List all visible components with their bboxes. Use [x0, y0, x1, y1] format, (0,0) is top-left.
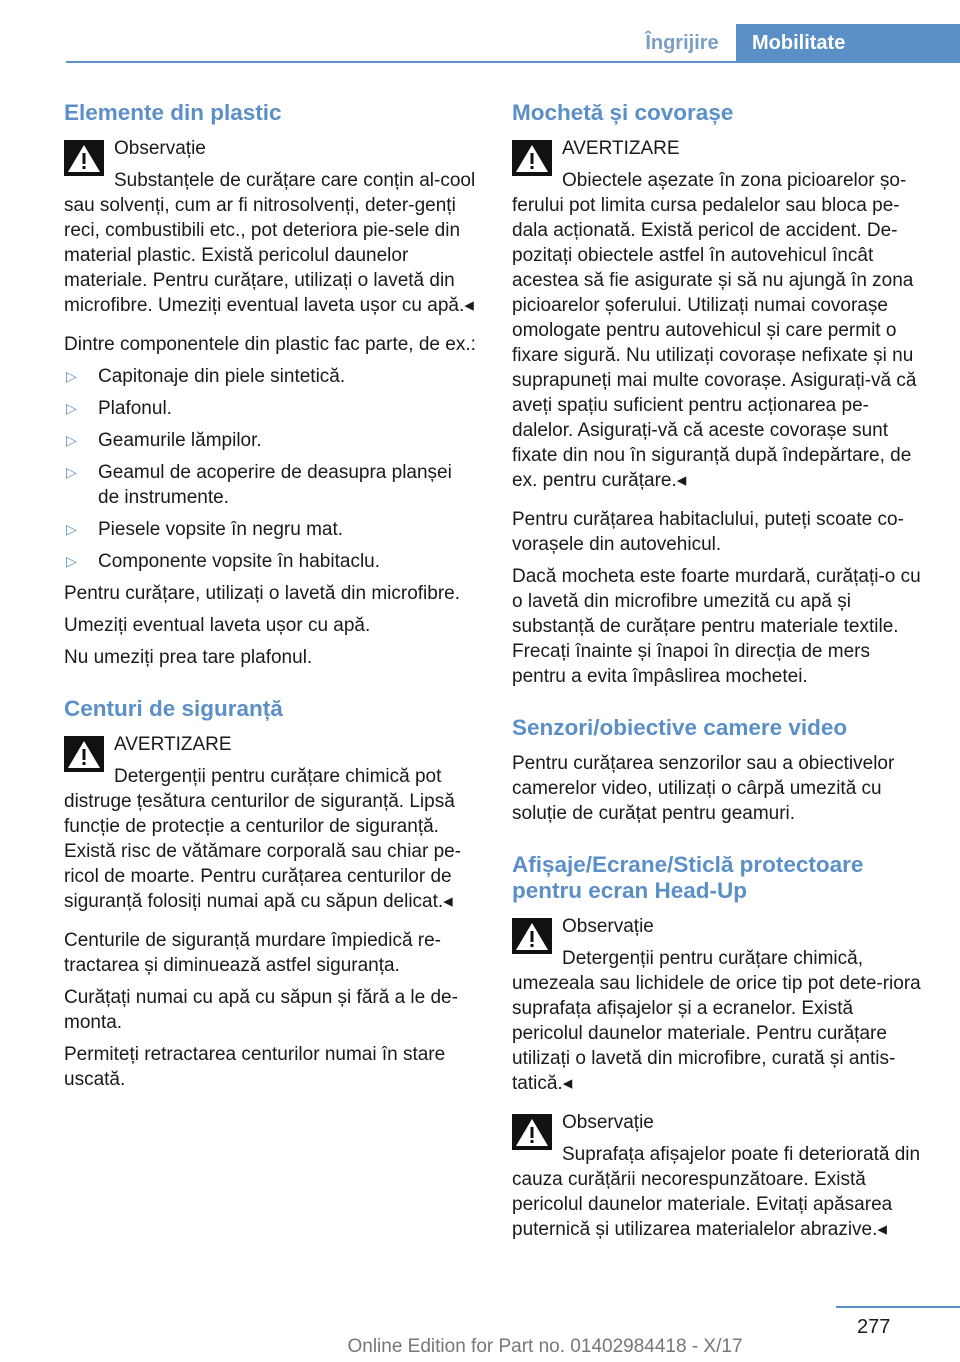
tab-ingrijire[interactable]: Îngrijire: [645, 32, 719, 54]
triangle-right-outline-icon: ▷: [66, 400, 77, 416]
list-item: ▷ Componente vopsite în habitaclu.: [66, 551, 381, 572]
triangle-right-outline-icon: ▷: [66, 368, 77, 384]
paragraph: Pentru curățarea habitaclului, puteți scoate co-vorașele din autovehicul.: [512, 509, 904, 555]
notice-title: AVERTIZARE: [562, 138, 680, 159]
header-divider: [66, 61, 960, 63]
triangle-right-outline-icon: ▷: [66, 464, 77, 480]
notice-displays-1: [512, 914, 928, 1096]
notice-belts: [64, 732, 478, 914]
notice-text: Suprafața afișajelor poate fi deteriorată din cauza curățării necorespunzătoare. Există pericolul daunelor materiale. Evitați apăsarea puternică și utilizarea materialelor abrazive.◂: [512, 1144, 921, 1240]
notice-text: Obiectele așezate în zona picioarelor șo-ferului pot limita cursa pedalelor sau bloca pe-dala acționată. Există pericol de accident. De-pozitați obiectele astfel în autovehicul încât acestea să fie asigurate și să nu ajungă în zona picioarelor șoferului. Utilizați numai covorașe omologate pentru autovehicul și care permit o fixare sigură. Nu utilizați covorașe nefixate și nu suprapuneți mai multe covorașe. Asigurați-vă că aveți spațiu suficient pentru acționarea pe-dalelor. Asigurați-vă că aceste covorașe sunt fixate din nou în siguranță după îndepărtare, de ex. pentru curățare.◂: [512, 170, 917, 491]
paragraph: Nu umeziți prea tare plafonul.: [64, 647, 313, 668]
page-number-divider: [836, 1306, 960, 1308]
section-title-belts: Centuri de siguranță: [64, 696, 283, 721]
triangle-right-outline-icon: ▷: [66, 553, 77, 569]
plastic-components-list: [64, 364, 478, 574]
notice-text: Detergenții pentru curățare chimică pot distruge țesătura centurilor de siguranță. Lipsă funcție de protecție a centurilor de siguranță. Există risc de vătămare corporală sau chiar pe-ricol de moarte. Pentru curățarea centurilor de siguranță folosiți numai apă cu săpun delicat.◂: [64, 766, 462, 912]
list-item: ▷ Piesele vopsite în negru mat.: [66, 519, 344, 540]
notice-carpet: [512, 136, 928, 493]
paragraph: Centurile de siguranță murdare împiedică re-tractarea și diminuează astfel siguranța.: [64, 930, 442, 976]
paragraph: Pentru curățare, utilizați o lavetă din microfibre.: [64, 583, 461, 604]
section-title-displays: Afișaje/Ecrane/Sticlă protectoare pentru ecran Head-Up: [512, 852, 864, 903]
notice-plastic: [64, 136, 478, 318]
notice-title: AVERTIZARE: [114, 734, 232, 755]
list-item: ▷ Geamul de acoperire de deasupra planșei de instrumente.: [66, 462, 452, 508]
notice-title: Observație: [562, 916, 654, 937]
paragraph: Dacă mocheta este foarte murdară, curățați-o cu o lavetă din microfibre umezită cu apă și substanță de curățare pentru materiale textile. Frecați înainte și înapoi în direcția de mers pentru a evita împâslirea mochetei.: [512, 566, 921, 687]
notice-text: Substanțele de curățare care conțin al-cool sau solvenți, cum ar fi nitrosolvenți, deter-genți reci, combustibili etc., pot deteriora pie-sele din material plastic. Există pericolul daunelor materiale. Pentru curățare, utilizați o lavetă din microfibre. Umeziți eventual laveta ușor cu apă.◂: [64, 170, 476, 316]
warning-triangle-icon: [512, 918, 552, 954]
list-item: ▷ Capitonaje din piele sintetică.: [66, 366, 346, 387]
header-tabs: [0, 24, 960, 62]
warning-triangle-icon: [64, 736, 104, 772]
notice-title: Observație: [562, 1112, 654, 1133]
list-item: ▷ Plafonul.: [66, 398, 172, 419]
triangle-right-outline-icon: ▷: [66, 521, 77, 537]
tab-mobilitate[interactable]: Mobilitate: [736, 24, 960, 62]
warning-triangle-icon: [512, 1114, 552, 1150]
notice-text: Detergenții pentru curățare chimică, umezeala sau lichidele de orice tip pot dete-riora suprafața afișajelor și a ecranelor. Există pericolul daunelor materiale. Pentru curățare utilizați o lavetă din microfibre, curată și antis-tatică.◂: [512, 948, 921, 1094]
paragraph: Dintre componentele din plastic fac parte, de ex.:: [64, 334, 476, 355]
notice-title: Observație: [114, 138, 206, 159]
notice-displays-2: [512, 1110, 928, 1242]
list-item: ▷ Geamurile lămpilor.: [66, 430, 262, 451]
paragraph: Permiteți retractarea centurilor numai în stare uscată.: [64, 1044, 446, 1090]
warning-triangle-icon: [512, 140, 552, 176]
paragraph: Umeziți eventual laveta ușor cu apă.: [64, 615, 371, 636]
warning-triangle-icon: [64, 140, 104, 176]
section-title-plastic: Elemente din plastic: [64, 100, 282, 125]
page-number: 277: [857, 1316, 891, 1338]
right-column: [512, 100, 928, 1256]
triangle-right-outline-icon: ▷: [66, 432, 77, 448]
paragraph: Pentru curățarea senzorilor sau a obiectivelor camerelor video, utilizați o cârpă umezită cu soluție de curățat pentru geamuri.: [512, 753, 895, 824]
left-column: [64, 100, 478, 1099]
paragraph: Curățați numai cu apă cu săpun și fără a le de-monta.: [64, 987, 458, 1033]
section-title-carpet: Mochetă și covorașe: [512, 100, 734, 125]
footer-edition: Online Edition for Part no. 01402984418 - X/17: [347, 1336, 743, 1357]
section-title-sensors: Senzori/obiective camere video: [512, 715, 848, 740]
